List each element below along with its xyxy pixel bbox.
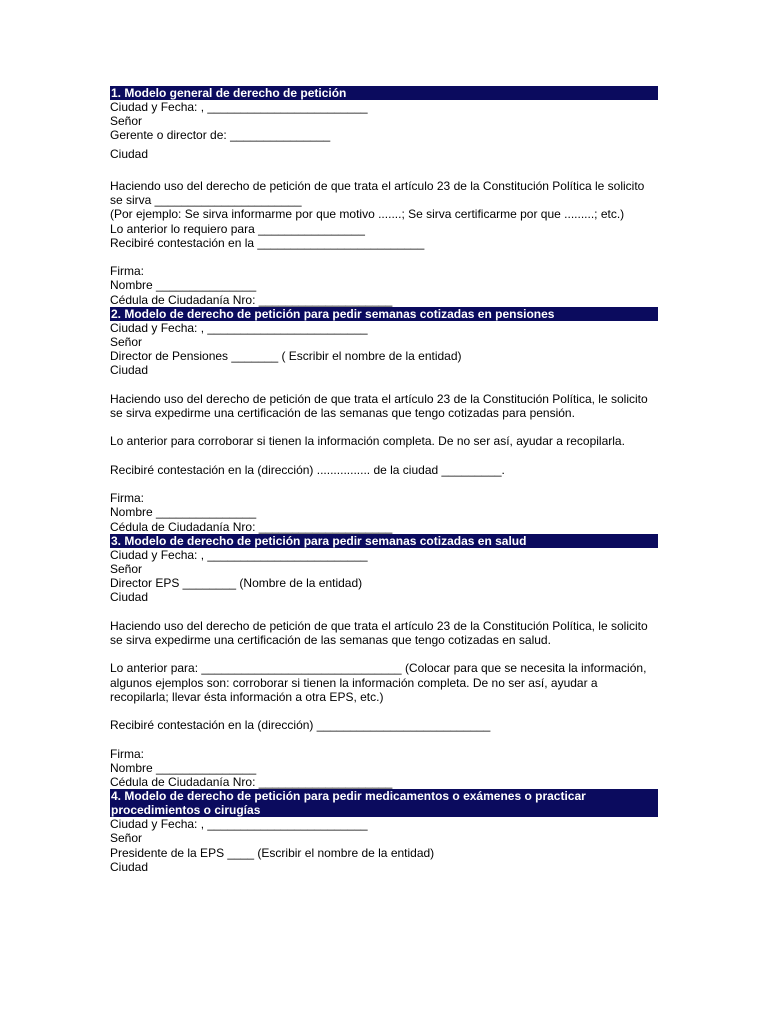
document-body (110, 86, 658, 874)
section-2-senor: Señor (110, 335, 143, 350)
section-2-ciudad-fecha: Ciudad y Fecha: , ________________________ (110, 320, 368, 335)
section-1-paragraph-1: Haciendo uso del derecho de petición de que trata el artículo 23 de la Constitución Política le solicito se sirva ______________________ (110, 179, 648, 208)
section-3-paragraph-3: Recibiré contestación en la (dirección) __________________________ (110, 718, 491, 733)
section-3-paragraph-2: Lo anterior para: ______________________________ (Colocar para que se necesita la información, algunos ejemplos son: corroborar si tienen la información completa. De no ser así, ayudar a recopilarla; llevar ésta información a otra EPS, etc.) (110, 661, 650, 704)
section-3-cedula: Cédula de Ciudadanía Nro: ____________________ (110, 774, 393, 789)
section-2-ciudad: Ciudad (110, 363, 149, 378)
section-3-header: 3. Modelo de derecho de petición para pedir semanas cotizadas en salud (110, 534, 658, 548)
section-4-header: 4. Modelo de derecho de petición para pedir medicamentos o exámenes o practicar procedimientos o cirugías (110, 789, 658, 817)
section-3-ciudad-fecha: Ciudad y Fecha: , ________________________ (110, 547, 368, 562)
section-1-paragraph-2: Lo anterior lo requiero para ________________ (110, 221, 365, 236)
section-1-cedula: Cédula de Ciudadanía Nro: ____________________ (110, 292, 393, 307)
section-2-cedula: Cédula de Ciudadanía Nro: ____________________ (110, 519, 393, 534)
section-1-header: 1. Modelo general de derecho de petición (110, 86, 658, 100)
section-1-senor: Señor (110, 114, 143, 129)
section-1-firma: Firma: (110, 264, 144, 279)
section-1-paragraph-1b: (Por ejemplo: Se sirva informarme por que motivo .......; Se sirva certificarme por que .........; etc.) (110, 207, 625, 222)
section-1-nombre: Nombre _______________ (110, 278, 257, 293)
section-1-ciudad-fecha: Ciudad y Fecha: , ________________________ (110, 100, 368, 114)
section-3-destinatario: Director EPS ________ (Nombre de la entidad) (110, 576, 363, 591)
section-4-destinatario: Presidente de la EPS ____ (Escribir el nombre de la entidad) (110, 845, 435, 860)
section-3-ciudad: Ciudad (110, 590, 149, 605)
section-4-senor: Señor (110, 831, 143, 846)
section-2-header: 2. Modelo de derecho de petición para pedir semanas cotizadas en pensiones (110, 307, 658, 321)
section-2-paragraph-1: Haciendo uso del derecho de petición de que trata el artículo 23 de la Constitución Política, le solicito se sirva expedirme una certificación de las semanas que tengo cotizadas para pensión. (110, 391, 652, 421)
section-3-firma: Firma: (110, 746, 144, 761)
section-2-nombre: Nombre _______________ (110, 505, 257, 520)
section-2-paragraph-2: Lo anterior para corroborar si tienen la información completa. De no ser así, ayudar a recopilarla. (110, 434, 625, 449)
section-2-firma: Firma: (110, 491, 144, 506)
section-3-nombre: Nombre _______________ (110, 760, 257, 775)
section-2-destinatario: Director de Pensiones _______ ( Escribir el nombre de la entidad) (110, 349, 462, 364)
section-4-ciudad-fecha: Ciudad y Fecha: , ________________________ (110, 817, 368, 832)
section-3-senor: Señor (110, 562, 143, 576)
section-1-paragraph-3: Recibiré contestación en la _________________________ (110, 235, 425, 250)
section-2-paragraph-3: Recibiré contestación en la (dirección) ................ de la ciudad _________. (110, 462, 505, 477)
section-1-ciudad: Ciudad (110, 146, 149, 161)
section-4-ciudad: Ciudad (110, 859, 149, 874)
section-1-destinatario: Gerente o director de: _______________ (110, 128, 331, 143)
section-3-paragraph-1: Haciendo uso del derecho de petición de que trata el artículo 23 de la Constitución Política, le solicito se sirva expedirme una certificación de las semanas que tengo cotizadas en salud. (110, 618, 652, 647)
